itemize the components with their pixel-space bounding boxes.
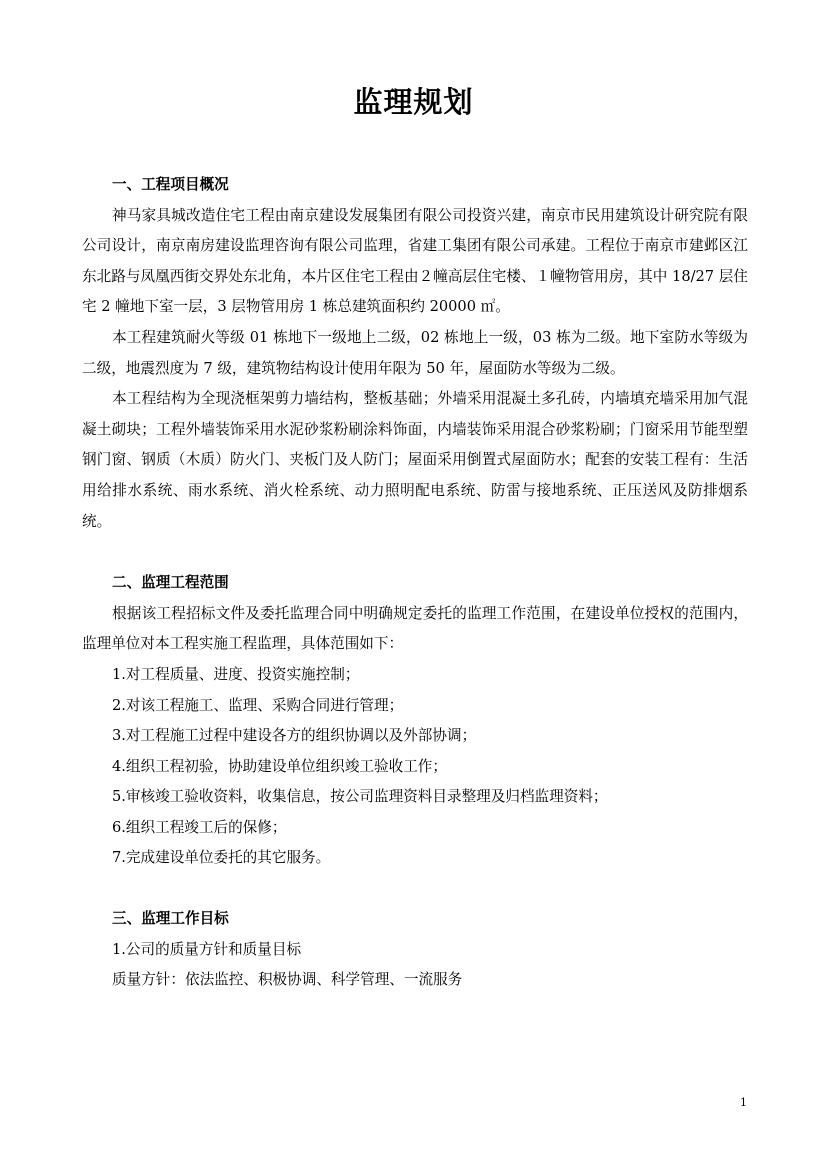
list-item: 6.组织工程竣工后的保修；	[112, 818, 287, 836]
document-title: 监理规划	[353, 85, 474, 119]
list-item: 1.对工程质量、进度、投资实施控制；	[112, 665, 360, 683]
list-item: 1.公司的质量方针和质量目标	[112, 940, 302, 958]
paragraph-scope-intro: 根据该工程招标文件及委托监理合同中明确规定委托的监理工作范围，在建设单位授权的范围内，监理单位对本工程实施工程监理，具体范围如下：	[82, 604, 748, 653]
list-item: 3.对工程施工过程中建设各方的组织协调以及外部协调；	[112, 727, 477, 745]
list-item: 质量方针：依法监控、积极协调、科学管理、一流服务	[112, 971, 463, 989]
section-spacer	[82, 537, 748, 568]
section-heading-scope: 二、监理工程范围	[112, 574, 229, 592]
document-body	[82, 170, 748, 996]
section-heading-goals: 三、监理工作目标	[112, 910, 229, 928]
section-heading-overview: 一、工程项目概况	[112, 176, 229, 193]
section-spacer	[82, 874, 748, 904]
list-item: 2.对该工程施工、监理、采购合同进行管理；	[112, 696, 404, 714]
paragraph-overview-1: 神马家具城改造住宅工程由南京建设发展集团有限公司投资兴建，南京市民用建筑设计研究院有限公司设计，南京南房建设监理咨询有限公司监理，省建工集团有限公司承建。工程位于南京市建邺区江东北路与凤凰西街交界处东北角，本片区住宅工程由２幢高层住宅楼、１幢物管用房，其中 18/27 层住宅 2 幢地下室一层，3 层物管用房 1 栋总建筑面积约 20000 ㎡。	[82, 206, 748, 316]
page-number: 1	[740, 1096, 747, 1109]
list-item: 4.组织工程初验，协助建设单位组织竣工验收工作；	[112, 757, 447, 775]
list-item: 7.完成建设单位委托的其它服务。	[112, 849, 331, 867]
paragraph-overview-3: 本工程结构为全现浇框架剪力墙结构，整板基础；外墙采用混凝土多孔砖，内墙填充墙采用加气混凝土砌块；工程外墙装饰采用水泥砂浆粉刷涂料饰面，内墙装饰采用混合砂浆粉刷；门窗采用节能型塑钢门窗、钢质（木质）防火门、夹板门及人防门；屋面采用倒置式屋面防水；配套的安装工程有：生活用给排水系统、雨水系统、消火栓系统、动力照明配电系统、防雷与接地系统、正压送风及防排烟系统。	[82, 390, 748, 530]
list-item: 5.审核竣工验收资料，收集信息，按公司监理资料目录整理及归档监理资料；	[112, 788, 608, 806]
paragraph-overview-2: 本工程建筑耐火等级 01 栋地下一级地上二级，02 栋地上一级，03 栋为二级。地下室防水等级为二级，地震烈度为 7 级，建筑物结构设计使用年限为 50 年，屋面防水等级为二级。	[82, 328, 748, 377]
